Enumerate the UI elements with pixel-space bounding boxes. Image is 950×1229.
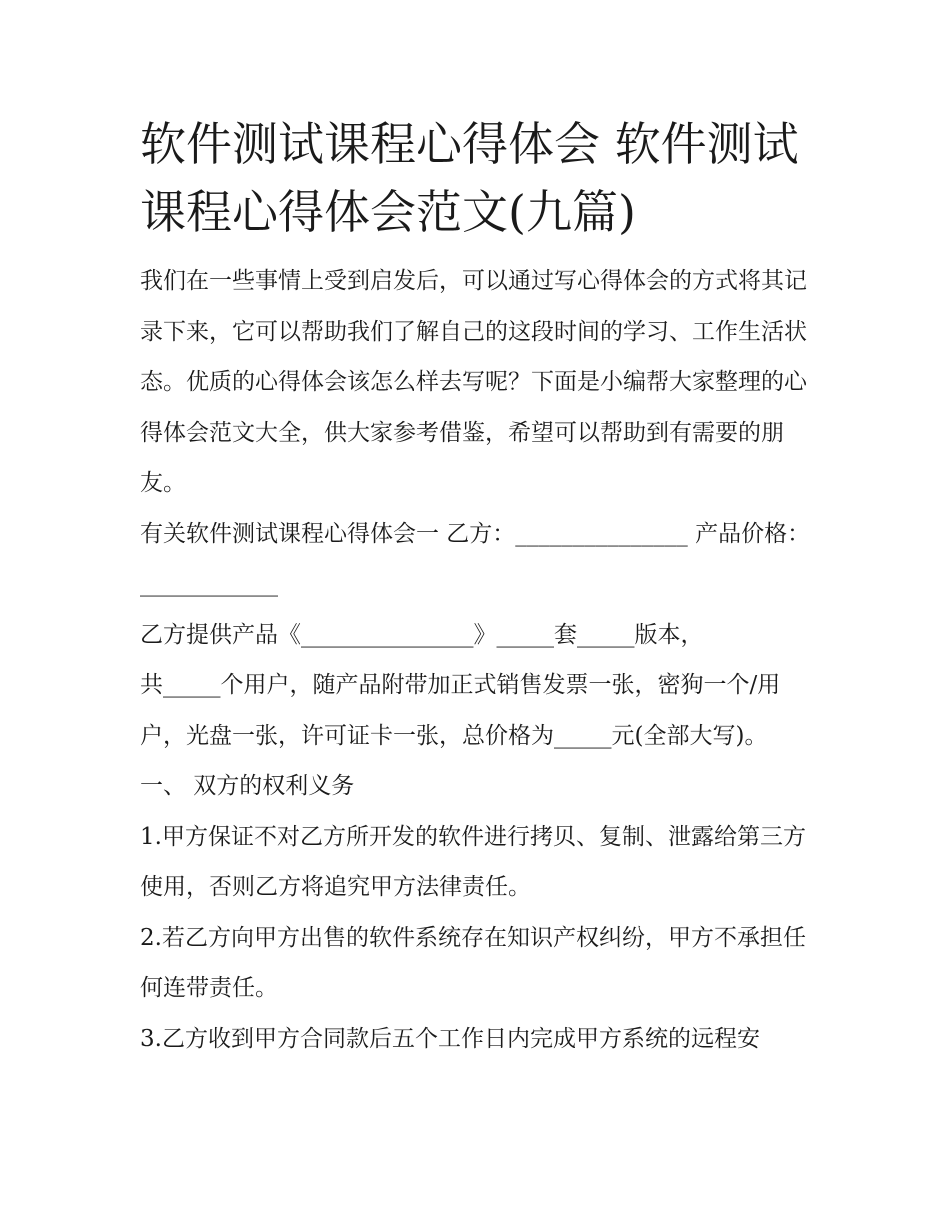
clause-3: 3.乙方收到甲方合同款后五个工作日内完成甲方系统的远程安 [140,1025,760,1052]
document-page [140,110,815,1064]
document-title: 软件测试课程心得体会 软件测试课程心得体会范文(九篇) [140,117,799,239]
product-line: 乙方提供产品《_______________》_____套_____版本， [140,621,704,648]
contract-party-line: 有关软件测试课程心得体会一 乙方：_______________ 产品价格：____________ [140,520,811,597]
user-count-paragraph: 共_____个用户，随产品附带加正式销售发票一张，密狗一个/用户，光盘一张，许可证卡一张，总价格为_____元(全部大写)。 一、 双方的权利义务 [140,672,781,799]
clause-2: 2.若乙方向甲方出售的软件系统存在知识产权纠纷，甲方不承担任何连带责任。 [140,924,806,1001]
intro-paragraph: 我们在一些事情上受到启发后，可以通过写心得体会的方式将其记录下来，它可以帮助我们了解自己的这段时间的学习、工作生活状态。优质的心得体会该怎么样去写呢？下面是小编帮大家整理的心得体会范文大全，供大家参考借鉴，希望可以帮助到有需要的朋友。 [140,268,807,496]
clause-1: 1.甲方保证不对乙方所开发的软件进行拷贝、复制、泄露给第三方使用，否则乙方将追究甲方法律责任。 [140,823,806,900]
